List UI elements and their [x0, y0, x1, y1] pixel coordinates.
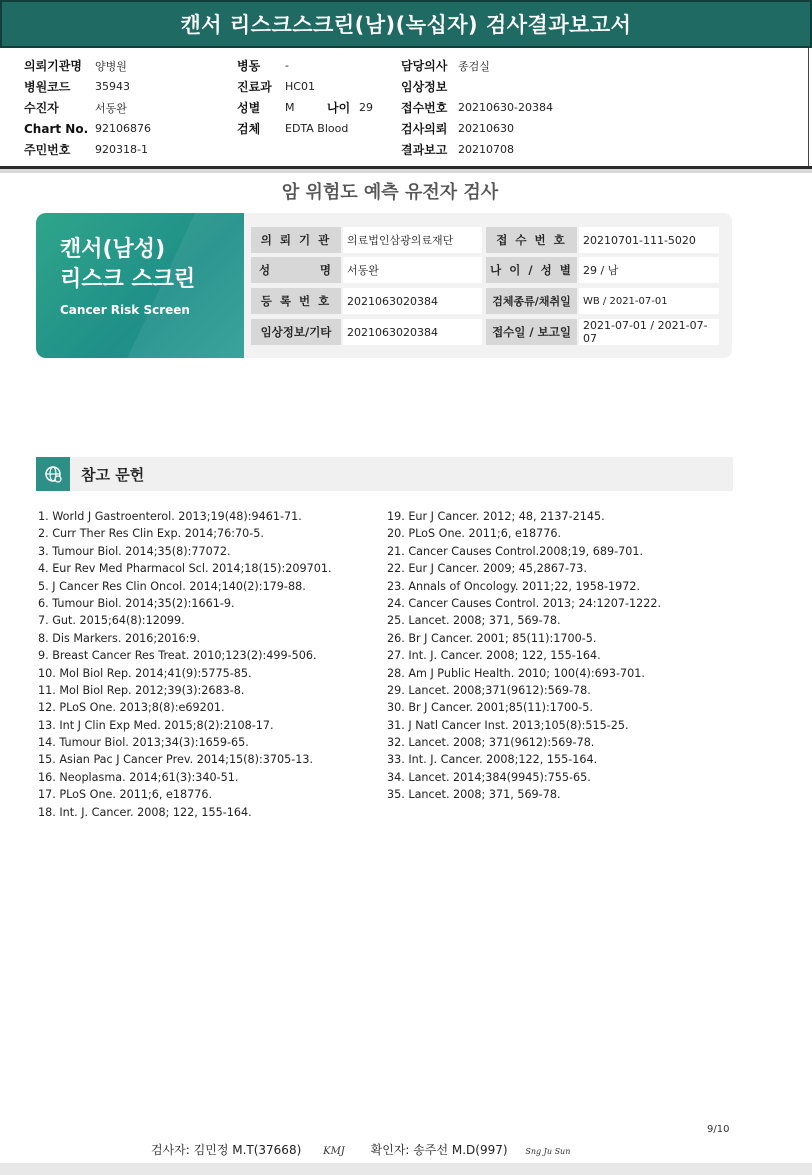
header-label: 의뢰기관명: [24, 59, 82, 73]
reference-item: 17. PLoS One. 2011;6, e18776.: [38, 788, 213, 802]
reference-item: 27. Int. J. Cancer. 2008; 122, 155-164.: [387, 649, 601, 663]
signature-footer: [151, 1141, 570, 1158]
header-value: HC01: [285, 80, 315, 93]
summary-label: 등 록 번 호: [251, 288, 341, 314]
header-label: 결과보고: [401, 143, 448, 157]
header-label: 주민번호: [24, 143, 71, 157]
reference-item: 8. Dis Markers. 2016;2016:9.: [38, 631, 201, 645]
examiner-signature: KMJ: [323, 1146, 345, 1157]
reference-item: 6. Tumour Biol. 2014;35(2):1661-9.: [38, 596, 235, 610]
reference-item: 1. World J Gastroenterol. 2013;19(48):9461-71.: [38, 510, 302, 523]
header-value: M: [285, 101, 295, 114]
product-badge: [36, 213, 244, 358]
header-col-2: [237, 55, 373, 139]
reference-item: 14. Tumour Biol. 2013;34(3):1659-65.: [38, 736, 249, 750]
header-value: -: [285, 59, 289, 72]
header-label: 수진자: [24, 101, 59, 115]
summary-value: 2021-07-01 / 2021-07-07: [579, 319, 719, 345]
header-col-1: [24, 55, 151, 160]
reference-item: 3. Tumour Biol. 2014;35(8):77072.: [38, 544, 231, 558]
header-label: 검사의뢰: [401, 122, 448, 136]
summary-value: 의료법인삼광의료재단: [343, 227, 482, 253]
header-label: Chart No.: [24, 121, 89, 136]
header-value: 920318-1: [95, 143, 148, 156]
header-label: 담당의사: [401, 59, 448, 73]
summary-value: 서동완: [343, 257, 482, 283]
references-title: 참고 문헌: [81, 466, 145, 484]
reference-item: 5. J Cancer Res Clin Oncol. 2014;140(2):179-88.: [38, 579, 306, 593]
references-list-left: [38, 508, 332, 821]
reference-item: 30. Br J Cancer. 2001;85(11):1700-5.: [387, 701, 593, 715]
reference-item: 9. Breast Cancer Res Treat. 2010;123(2):499-506.: [38, 649, 317, 663]
reference-item: 29. Lancet. 2008;371(9612):569-78.: [387, 683, 591, 697]
summary-label: 접수일 / 보고일: [486, 319, 577, 345]
summary-label: 접 수 번 호: [486, 227, 577, 253]
summary-value: 20210701-111-5020: [579, 227, 719, 253]
header-value: 양병원: [95, 59, 127, 73]
summary-value: 2021063020384: [343, 288, 482, 314]
header-value: 서동완: [95, 101, 127, 115]
reference-item: 7. Gut. 2015;64(8):12099.: [38, 614, 185, 628]
summary-value: 29 / 남: [579, 257, 719, 283]
reference-item: 25. Lancet. 2008; 371, 569-78.: [387, 614, 561, 628]
header-label: 검체: [237, 122, 261, 136]
confirmer-signature: Sng Ju Sun: [525, 1147, 571, 1156]
header-label: 병동: [237, 59, 261, 73]
reference-item: 10. Mol Biol Rep. 2014;41(9):5775-85.: [38, 666, 252, 680]
document-title: 암 위험도 예측 유전자 검사: [281, 182, 499, 203]
reference-item: 31. J Natl Cancer Inst. 2013;105(8):515-25.: [387, 718, 629, 732]
summary-value: 2021063020384: [343, 319, 482, 345]
summary-label: [251, 257, 341, 283]
patient-header: [0, 48, 812, 166]
summary-label: 의 뢰 기 관: [251, 227, 341, 253]
page-bottom-bar: [0, 1163, 812, 1175]
summary-label: 임상정보/기타: [251, 319, 341, 345]
reference-item: 32. Lancet. 2008; 371(9612):569-78.: [387, 736, 595, 750]
header-label: 접수번호: [401, 101, 448, 115]
report-banner: [0, 0, 812, 48]
header-value: 20210630-20384: [458, 101, 553, 114]
header-value: 20210708: [458, 143, 514, 156]
examiner-text: 검사자: 김민정 M.T(37668): [151, 1143, 302, 1157]
reference-item: 18. Int. J. Cancer. 2008; 122, 155-164.: [38, 805, 252, 819]
reference-item: 20. PLoS One. 2011;6, e18776.: [387, 527, 562, 541]
report-title: 캔서 리스크스크린(남)(녹십자) 검사결과보고서: [180, 13, 632, 37]
age-value: 29: [359, 101, 373, 114]
reference-item: 23. Annals of Oncology. 2011;22, 1958-1972.: [387, 579, 641, 593]
reference-item: 15. Asian Pac J Cancer Prev. 2014;15(8):3705-13.: [38, 753, 314, 767]
badge-subtitle: Cancer Risk Screen: [60, 303, 190, 317]
reference-item: 28. Am J Public Health. 2010; 100(4):693-701.: [387, 666, 645, 680]
header-label: 병원코드: [24, 80, 71, 94]
confirmer-text: 확인자: 송주선 M.D(997): [370, 1143, 508, 1157]
summary-label: 나 이 / 성 별: [486, 257, 577, 283]
references-list-right: [387, 508, 661, 804]
reference-item: 12. PLoS One. 2013;8(8):e69201.: [38, 701, 225, 715]
badge-title-line-1: 캔서(남성): [60, 237, 166, 262]
badge-title-line-2: 리스크 스크린: [60, 267, 196, 292]
globe-icon: [36, 457, 70, 491]
header-border: [808, 48, 809, 166]
header-value: 35943: [95, 80, 130, 93]
page-number: 9/10: [707, 1124, 730, 1135]
header-divider-shadow: [0, 169, 812, 173]
reference-item: 33. Int. J. Cancer. 2008;122, 155-164.: [387, 753, 598, 767]
header-label: 진료과: [237, 80, 272, 94]
reference-item: 22. Eur J Cancer. 2009; 45,2867-73.: [387, 562, 587, 576]
reference-item: 13. Int J Clin Exp Med. 2015;8(2):2108-17.: [38, 718, 274, 732]
reference-item: 11. Mol Biol Rep. 2012;39(3):2683-8.: [38, 683, 245, 697]
header-label: 임상정보: [401, 80, 448, 94]
reference-item: 4. Eur Rev Med Pharmacol Scl. 2014;18(15):209701.: [38, 562, 332, 576]
age-label: 나이: [327, 101, 351, 115]
name-label-part: 명: [319, 263, 333, 277]
header-label: 성별: [237, 101, 261, 115]
header-value: 종검실: [458, 59, 490, 73]
reference-item: 35. Lancet. 2008; 371, 569-78.: [387, 788, 561, 802]
name-label-part: 성: [259, 263, 273, 277]
reference-item: 2. Curr Ther Res Clin Exp. 2014;76:70-5.: [38, 527, 264, 541]
header-value: 20210630: [458, 122, 514, 135]
reference-item: 26. Br J Cancer. 2001; 85(11):1700-5.: [387, 631, 597, 645]
header-value: EDTA Blood: [285, 122, 349, 135]
summary-label: 검체종류/채취일: [486, 288, 577, 314]
reference-item: 16. Neoplasma. 2014;61(3):340-51.: [38, 770, 239, 784]
summary-value: WB / 2021-07-01: [579, 288, 719, 314]
header-value: 92106876: [95, 122, 151, 135]
reference-item: 34. Lancet. 2014;384(9945):755-65.: [387, 770, 591, 784]
reference-item: 21. Cancer Causes Control.2008;19, 689-701.: [387, 544, 644, 558]
header-col-3: [401, 55, 553, 160]
reference-item: 24. Cancer Causes Control. 2013; 24:1207-1222.: [387, 596, 662, 610]
reference-item: 19. Eur J Cancer. 2012; 48, 2137-2145.: [387, 510, 605, 523]
badge-title: [60, 235, 195, 295]
